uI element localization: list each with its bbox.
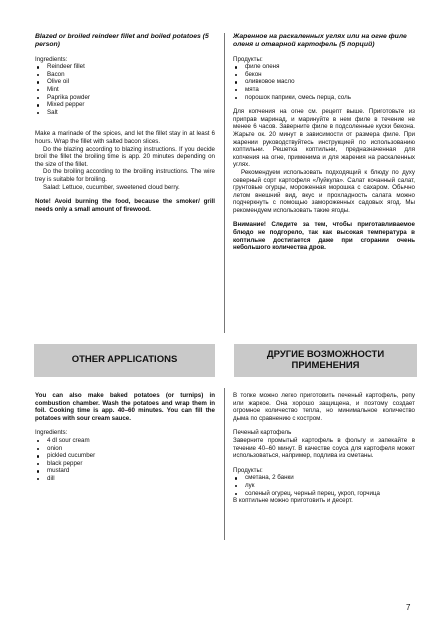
intro-en: You can also make baked potatoes (or turnips) in combustion chamber. Wash the potatoes and wrap them in foil. Cooking time is app. 40–60 minutes. You can fill the potatoes with sour cream sauce. bbox=[35, 392, 215, 422]
closing-ru: В коптильне можно приготовить и десерт. bbox=[233, 497, 353, 505]
recipe-ru bbox=[233, 33, 415, 252]
other-applications-ru bbox=[233, 392, 415, 505]
ingredients-list-ru bbox=[233, 63, 415, 101]
recipe-en bbox=[35, 33, 215, 213]
list-item: Bacon bbox=[35, 71, 215, 79]
list-item: Mint bbox=[35, 86, 215, 94]
sub-heading-ru: Печеный картофель bbox=[233, 429, 292, 437]
list-item: соленый огурец, черный перец, укроп, горчица bbox=[233, 490, 415, 498]
list-item: black pepper bbox=[35, 460, 215, 468]
other-applications-en bbox=[35, 392, 215, 483]
recipe-title-en: Blazed or broiled reindeer fillet and boiled potatoes (5 person) bbox=[35, 33, 209, 48]
list-item: onion bbox=[35, 445, 215, 453]
ingredients-list-ru-2 bbox=[233, 474, 415, 497]
list-item: бекон bbox=[233, 71, 415, 79]
list-item: Paprika powder bbox=[35, 94, 215, 102]
section-band bbox=[34, 344, 417, 377]
paragraph: Do the blazing according to blazing instructions. If you decide broil the fillet the broiling time is app. 20 minutes depending on the size of the fillet. bbox=[35, 145, 215, 168]
ingredients-heading-ru: Продукты: bbox=[233, 55, 263, 63]
list-item: Mixed pepper bbox=[35, 101, 215, 109]
paragraph: Для копчения на огне см. рецепт выше. Приготовьте из приправ маринад, и маринуйте в нем филе в течение не менее 6 часов. Заверните филе в подсоленные куски бекона. Жарьте ок. 20 минут в зависимости от размера филе. При жарении руководствуйтесь инструкцией по использованию коптильни. Решетка коптильни, предназначенная для копчения на огне, применима и для жарения на раскаленных углях. bbox=[233, 108, 415, 169]
list-item: сметана, 2 банки bbox=[233, 474, 415, 482]
paragraph: Make a marinade of the spices, and let the fillet stay in at least 6 hours. Wrap the fillet with salted bacon slices. bbox=[35, 130, 215, 145]
paragraph: Salad: Lettuce, cucumber, sweetened cloud berry. bbox=[43, 183, 180, 191]
list-item: Reindeer fillet bbox=[35, 63, 215, 71]
list-item: Salt bbox=[35, 109, 215, 117]
list-item: pickled cucumber bbox=[35, 452, 215, 460]
ingredients-heading-en: Ingredients: bbox=[35, 55, 68, 63]
intro-ru: В топке можно легко приготовить печеный картофель, репу или жаркое. Она хорошо защищена, и поэтому создает огромное количество тепла, но минимальное количество дыма по сравнению с костром. bbox=[233, 392, 415, 422]
list-item: Olive oil bbox=[35, 78, 215, 86]
list-item: порошок паприки, смесь перца, соль bbox=[233, 94, 415, 102]
list-item: оливковое масло bbox=[233, 78, 415, 86]
list-item: 4 dl sour cream bbox=[35, 437, 215, 445]
section-heading-en: OTHER APPLICATIONS bbox=[34, 344, 215, 377]
ingredients-heading-en-2: Ingredients: bbox=[35, 429, 68, 437]
list-item: dill bbox=[35, 475, 215, 483]
list-item: мята bbox=[233, 86, 415, 94]
list-item: mustard bbox=[35, 467, 215, 475]
page-number: 7 bbox=[406, 603, 411, 612]
sub-text-ru: Заверните промытый картофель в фольгу и запекайте в течение 40–60 минут. В качестве соуса для картофеля может использоваться, например, подлива из сметаны. bbox=[233, 436, 415, 460]
recipe-title-ru: Жаренное на раскаленных углях или на огне филе оленя и отварной картофель (5 порций) bbox=[233, 33, 407, 48]
ingredients-list-en bbox=[35, 63, 215, 116]
ingredients-heading-ru-2: Продукты: bbox=[233, 466, 263, 474]
paragraph: Do the broiling according to the broiling instructions. The wire trey is suitable for broiling. bbox=[35, 168, 215, 183]
ingredients-list-en-2 bbox=[35, 437, 215, 483]
column-divider-bottom bbox=[224, 388, 225, 540]
paragraph: Рекомендуем использовать подходящий к блюду по духу северный сорт картофеля «Луйкула». Салат кочанный салат, грунтовые огурцы, мороженная морошка с сахаром. Обычно летом внешний вид, вкус и прохладность салата можно подчеркнуть с помощью замороженных садовых ягод. Мы рекомендуем использовать такие ягоды. bbox=[233, 168, 415, 214]
note-ru: Внимание! Следите за тем, чтобы приготавливаемое блюдо не подгорело, так как высокая температура в коптильне достигается даже при сгорании очень небольшого количества дров. bbox=[233, 221, 415, 252]
list-item: лук bbox=[233, 482, 415, 490]
section-heading-ru: ДРУГИЕ ВОЗМОЖНОСТИ ПРИМЕНЕНИЯ bbox=[234, 344, 417, 377]
note-en: Note! Avoid burning the food, because the smoker/ grill needs only a small amount of firewood. bbox=[35, 198, 215, 213]
list-item: филе оленя bbox=[233, 63, 415, 71]
column-divider bbox=[224, 33, 225, 333]
